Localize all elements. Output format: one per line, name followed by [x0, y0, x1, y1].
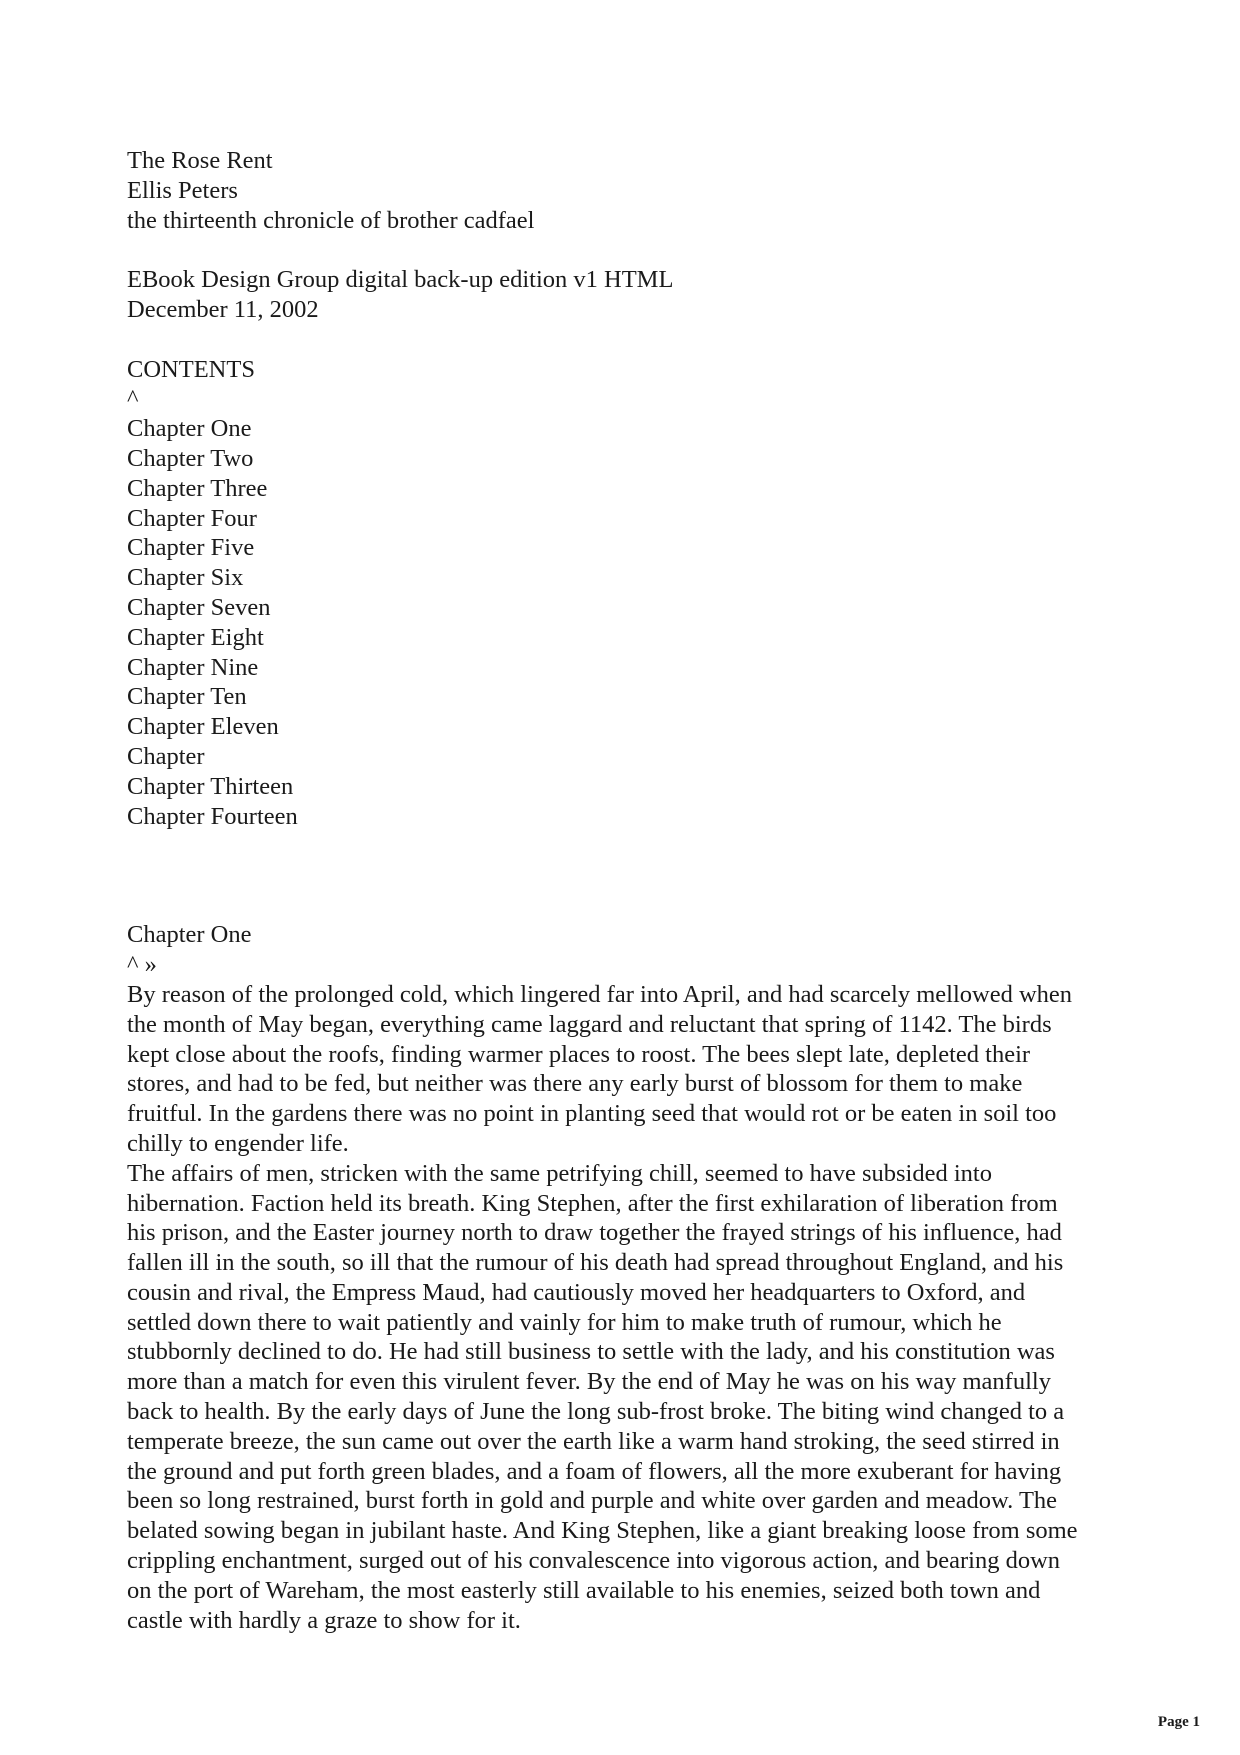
table-of-contents: [127, 355, 1127, 832]
toc-item-chapter-12[interactable]: Chapter: [127, 742, 205, 770]
page-number: Page 1: [1157, 1714, 1200, 1730]
chapter-nav-links[interactable]: ^ »: [127, 951, 157, 979]
paragraph-line: stubbornly declined to do. He had still business to settle with the lady, and his constitution was: [127, 1338, 1055, 1366]
paragraph-line: back to health. By the early days of June the long sub-frost broke. The biting wind changed to a: [127, 1398, 1065, 1426]
edition-block: [127, 265, 1127, 325]
toc-item-chapter-9[interactable]: Chapter Nine: [127, 653, 259, 681]
title-block: [127, 146, 1127, 235]
paragraph-line: crippling enchantment, surged out of his convalescence into vigorous action, and bearing down: [127, 1547, 1061, 1575]
toc-item-chapter-3[interactable]: Chapter Three: [127, 474, 268, 502]
paragraph-line: belated sowing began in jubilant haste. And King Stephen, like a giant breaking loose from some: [127, 1517, 1078, 1545]
paragraph-line: hibernation. Faction held its breath. King Stephen, after the first exhilaration of liberation from: [127, 1189, 1058, 1217]
edition-line: EBook Design Group digital back-up edition v1 HTML: [127, 266, 674, 294]
paragraph-line: fruitful. In the gardens there was no point in planting seed that would rot or be eaten in soil too: [127, 1100, 1057, 1128]
toc-item-chapter-4[interactable]: Chapter Four: [127, 504, 257, 532]
paragraph-line: The affairs of men, stricken with the same petrifying chill, seemed to have subsided into: [127, 1159, 992, 1187]
book-title: The Rose Rent: [127, 147, 273, 174]
book-subtitle: the thirteenth chronicle of brother cadfael: [127, 206, 535, 234]
toc-item-chapter-14[interactable]: Chapter Fourteen: [127, 802, 298, 830]
toc-item-chapter-8[interactable]: Chapter Eight: [127, 623, 264, 651]
toc-list: [127, 414, 1127, 831]
paragraph-line: stores, and had to be fed, but neither was there any early burst of blossom for them to make: [127, 1070, 1023, 1098]
toc-item-chapter-11[interactable]: Chapter Eleven: [127, 713, 279, 741]
edition-date: December 11, 2002: [127, 295, 319, 323]
toc-item-chapter-7[interactable]: Chapter Seven: [127, 593, 271, 621]
chapter-section: [127, 920, 1127, 1635]
chapter-paragraph-2: [127, 1159, 1127, 1636]
contents-caret-link[interactable]: ^: [127, 385, 139, 413]
paragraph-line: more than a match for even this virulent fever. By the end of May he was on his way manfully: [127, 1368, 1051, 1396]
toc-item-chapter-6[interactable]: Chapter Six: [127, 564, 244, 592]
paragraph-line: kept close about the roofs, finding warmer places to roost. The bees slept late, depleted their: [127, 1040, 1031, 1068]
paragraph-line: fallen ill in the south, so ill that the rumour of his death had spread throughout England, and his: [127, 1249, 1064, 1277]
paragraph-line: been so long restrained, burst forth in gold and purple and white over garden and meadow. The: [127, 1487, 1058, 1515]
document-page: [127, 146, 1127, 1635]
paragraph-line: temperate breeze, the sun came out over the earth like a warm hand stroking, the seed stirred in: [127, 1427, 1060, 1455]
paragraph-line: the month of May began, everything came laggard and reluctant that spring of 1142. The birds: [127, 1010, 1052, 1038]
paragraph-line: castle with hardly a graze to show for it.: [127, 1606, 521, 1634]
toc-item-chapter-13[interactable]: Chapter Thirteen: [127, 772, 294, 800]
paragraph-line: settled down there to wait patiently and vainly for him to make truth of rumour, which he: [127, 1308, 1002, 1336]
paragraph-line: By reason of the prolonged cold, which lingered far into April, and had scarcely mellowed when: [127, 980, 1073, 1008]
chapter-heading: Chapter One: [127, 921, 252, 949]
toc-item-chapter-2[interactable]: Chapter Two: [127, 444, 254, 472]
contents-heading: CONTENTS: [127, 355, 255, 383]
paragraph-line: his prison, and the Easter journey north to draw together the frayed strings of his influence, had: [127, 1219, 1062, 1247]
paragraph-line: cousin and rival, the Empress Maud, had cautiously moved her headquarters to Oxford, and: [127, 1278, 1026, 1306]
toc-item-chapter-1[interactable]: Chapter One: [127, 415, 252, 443]
book-author: Ellis Peters: [127, 176, 238, 204]
chapter-paragraph-1: [127, 980, 1127, 1159]
paragraph-line: chilly to engender life.: [127, 1129, 349, 1157]
toc-item-chapter-5[interactable]: Chapter Five: [127, 534, 255, 562]
paragraph-line: on the port of Wareham, the most easterly still available to his enemies, seized both town and: [127, 1576, 1041, 1604]
paragraph-line: the ground and put forth green blades, and a foam of flowers, all the more exuberant for having: [127, 1457, 1062, 1485]
toc-item-chapter-10[interactable]: Chapter Ten: [127, 683, 247, 711]
